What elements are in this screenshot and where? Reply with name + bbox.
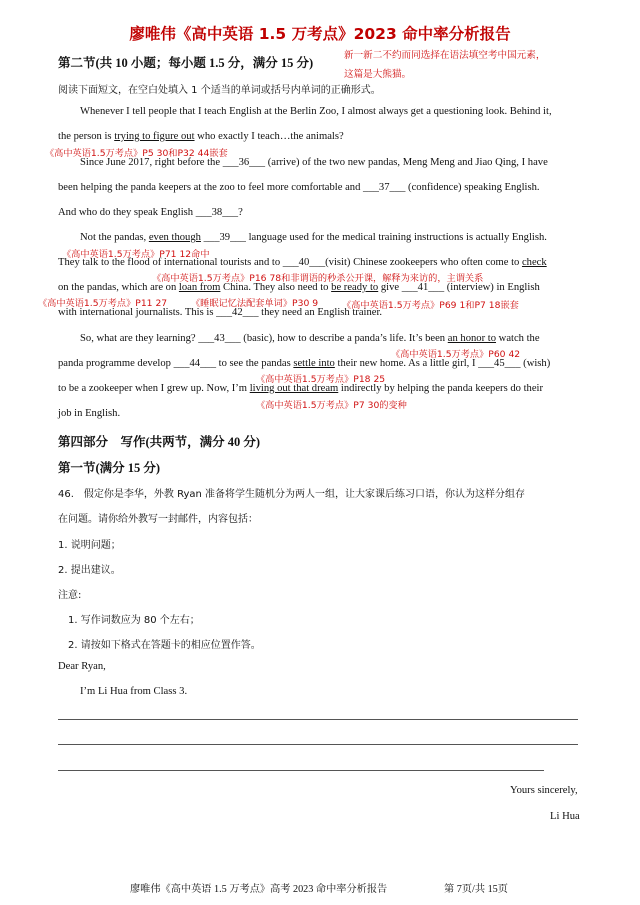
- highlight-phrase: check: [521, 257, 547, 268]
- highlight-phrase: even though: [148, 232, 201, 243]
- passage-line: panda programme develop ___44___ to see the pandas settle into their new home. As a little girl, I ___45___ (wish): [58, 358, 551, 369]
- annotation: 《睡眠记忆法配套单词》P30 9: [191, 298, 319, 309]
- letter-opening: I’m Li Hua from Class 3.: [80, 686, 188, 697]
- blank-40[interactable]: ___40___: [282, 257, 326, 268]
- passage-line: with international journalists. This is ___42___ they need an English trainer.: [58, 307, 383, 318]
- letter-closing: Yours sincerely,: [510, 785, 578, 796]
- instruction: 阅读下面短文，在空白处填入 1 个适当的单词或括号内单词的正确形式。: [58, 85, 381, 96]
- blank-37[interactable]: ___37___: [363, 182, 406, 193]
- annotation: 《高中英语1.5万考点》P5 30和P32 44嵌套: [45, 148, 228, 159]
- letter-salutation: Dear Ryan,: [58, 661, 106, 672]
- question-text: 在问题。请你给外教写一封邮件，内容包括：: [58, 514, 258, 525]
- note-item: 1. 写作词数应为 80 个左右；: [68, 615, 200, 626]
- passage-line: Not the pandas, even though ___39___ language used for the medical training instructions is actually English.: [80, 232, 547, 243]
- page-title: 廖唯伟《高中英语 1.5 万考点》2023 命中率分析报告: [129, 25, 511, 43]
- teacher-note: 新一新二不约而同选择在语法填空考中国元素，: [344, 50, 546, 61]
- blank-44[interactable]: ___44___: [173, 358, 216, 369]
- section-heading: 第一节(满分 15 分): [58, 461, 161, 475]
- annotation: 《高中英语1.5万考点》P16 78和非谓语的秒杀公开课，解释为来访的，主谓关系: [152, 273, 484, 284]
- highlight-phrase: an honor to: [447, 333, 497, 344]
- highlight-phrase: living out that dream: [249, 383, 339, 394]
- answer-line[interactable]: [58, 744, 578, 745]
- note-label: 注意:: [58, 590, 82, 601]
- passage-line: So, what are they learning? ___43___ (basic), how to describe a panda’s life. It’s been an honor to watch the: [80, 333, 540, 344]
- annotation: 《高中英语1.5万考点》P71 12命中: [62, 249, 210, 260]
- part-heading: 第四部分 写作(共两节，满分 40 分): [58, 435, 261, 449]
- highlight-phrase: be ready to: [331, 282, 379, 293]
- highlight-phrase: loan from: [178, 282, 221, 293]
- blank-36[interactable]: ___36___: [222, 157, 266, 168]
- highlight-phrase: settle into: [293, 358, 335, 369]
- passage-line: to be a zookeeper when I grew up. Now, I’m living out that dream indirectly by helping the panda keepers do their: [58, 383, 544, 394]
- blank-38[interactable]: ___38___: [195, 207, 239, 218]
- annotation: 《高中英语1.5万考点》P60 42: [391, 349, 521, 360]
- question-text: 46. 假定你是李华，外教 Ryan 准备将学生随机分为两人一组，让大家课后练习口语，你认为这样分组存: [58, 489, 526, 500]
- page-number: 第 7页/共 15页: [444, 884, 508, 895]
- annotation: 《高中英语1.5万考点》P11 27: [38, 298, 168, 309]
- list-item: 2. 提出建议。: [58, 565, 121, 576]
- section-heading: 第二节(共 10 小题；每小题 1.5 分，满分 15 分): [58, 56, 314, 70]
- blank-45[interactable]: ___45___: [478, 358, 521, 369]
- passage-line: job in English.: [58, 408, 121, 419]
- highlight-phrase: trying to figure out: [114, 131, 195, 142]
- blank-43[interactable]: ___43___: [198, 333, 241, 344]
- note-item: 2. 请按如下格式在答题卡的相应位置作答。: [68, 640, 261, 651]
- passage-line: And who do they speak English ___38___?: [58, 207, 243, 218]
- passage-line: on the pandas, which are on loan from China. They also need to be ready to give ___41___ (interview) in English: [58, 282, 540, 293]
- annotation: 《高中英语1.5万考点》P7 30的变种: [256, 400, 407, 411]
- teacher-note-cont: 这篇是大熊猫。: [344, 69, 412, 80]
- blank-41[interactable]: ___41___: [401, 282, 445, 293]
- passage-line: the person is trying to figure out who exactly I teach…the animals?: [58, 131, 344, 142]
- annotation: 《高中英语1.5万考点》P18 25: [256, 374, 386, 385]
- footer-text: 廖唯伟《高中英语 1.5 万考点》高考 2023 命中率分析报告: [130, 884, 388, 895]
- annotation: 《高中英语1.5万考点》P69 1和P7 18嵌套: [342, 300, 519, 311]
- passage-line: Since June 2017, right before the ___36___ (arrive) of the two new pandas, Meng Meng and Jiao Qing, I have: [80, 157, 548, 168]
- answer-line[interactable]: [58, 719, 578, 720]
- blank-39[interactable]: ___39___: [203, 232, 246, 243]
- blank-42[interactable]: ___42___: [216, 307, 259, 318]
- passage-line: They talk to the flood of international tourists and to ___40___(visit) Chinese zookeepers who often come to check: [58, 257, 547, 268]
- answer-line[interactable]: [58, 770, 544, 771]
- list-item: 1. 说明问题；: [58, 540, 121, 551]
- passage-line: been helping the panda keepers at the zoo to feel more comfortable and ___37___ (confidence) speaking English.: [58, 182, 540, 193]
- letter-signature: Li Hua: [550, 811, 580, 822]
- passage-line: Whenever I tell people that I teach English at the Berlin Zoo, I almost always get a questioning look. Behind it,: [80, 106, 552, 117]
